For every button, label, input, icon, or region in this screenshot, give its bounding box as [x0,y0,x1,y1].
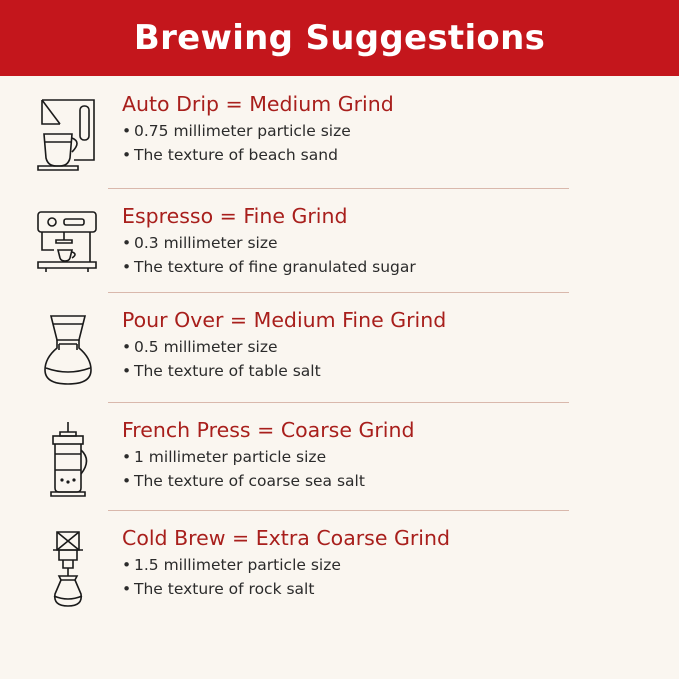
bullet-dot: • [122,579,132,598]
bullet-text: The texture of fine granulated sugar [134,257,416,276]
list-item-bullet [122,470,679,494]
list-item-bullet [122,120,679,144]
auto-drip-coffee-maker-icon [14,90,122,178]
list-item-title: French Press = Coarse Grind [122,418,415,442]
bullet-dot: • [122,122,132,140]
list-item-text [122,416,679,493]
list-item-title: Pour Over = Medium Fine Grind [122,308,447,332]
list-item-bullet [122,144,679,168]
list-item-title: Cold Brew = Extra Coarse Grind [122,526,451,550]
bullet-text: The texture of table salt [134,361,321,380]
list-item-title: Espresso = Fine Grind [122,204,348,228]
bullet-dot: • [122,556,132,574]
bullet-dot: • [122,145,132,164]
list-item-title: Auto Drip = Medium Grind [122,92,394,116]
bullet-dot: • [122,361,132,380]
list-item [0,510,679,622]
bullet-text: The texture of rock salt [134,579,315,598]
list-item [0,188,679,292]
list-item-bullet [122,360,679,384]
list-item-bullet [122,554,679,578]
pour-over-chemex-icon [14,306,122,392]
bullet-dot: • [122,234,132,252]
bullet-text: 0.75 millimeter particle size [134,122,351,140]
list-item [0,76,679,188]
french-press-icon [14,416,122,500]
espresso-machine-icon [14,202,122,278]
list-item [0,402,679,510]
bullet-text: 0.5 millimeter size [134,338,278,356]
list-item-text [122,524,679,601]
cold-brew-dripper-icon [14,524,122,612]
brew-method-list [0,76,679,622]
bullet-dot: • [122,257,132,276]
list-item-bullet [122,446,679,470]
list-item-text [122,202,679,279]
bullet-dot: • [122,448,132,466]
bullet-dot: • [122,338,132,356]
header-banner [0,0,679,76]
list-item-bullet [122,256,679,280]
list-item-bullet [122,578,679,602]
bullet-text: The texture of coarse sea salt [134,471,365,490]
list-item-bullet [122,336,679,360]
bullet-dot: • [122,471,132,490]
bullet-text: 0.3 millimeter size [134,234,278,252]
list-item [0,292,679,402]
bullet-text: The texture of beach sand [134,145,338,164]
page-title: Brewing Suggestions [133,18,546,58]
list-item-text [122,90,679,167]
list-item-text [122,306,679,383]
list-item-bullet [122,232,679,256]
bullet-text: 1 millimeter particle size [134,448,327,466]
bullet-text: 1.5 millimeter particle size [134,556,341,574]
